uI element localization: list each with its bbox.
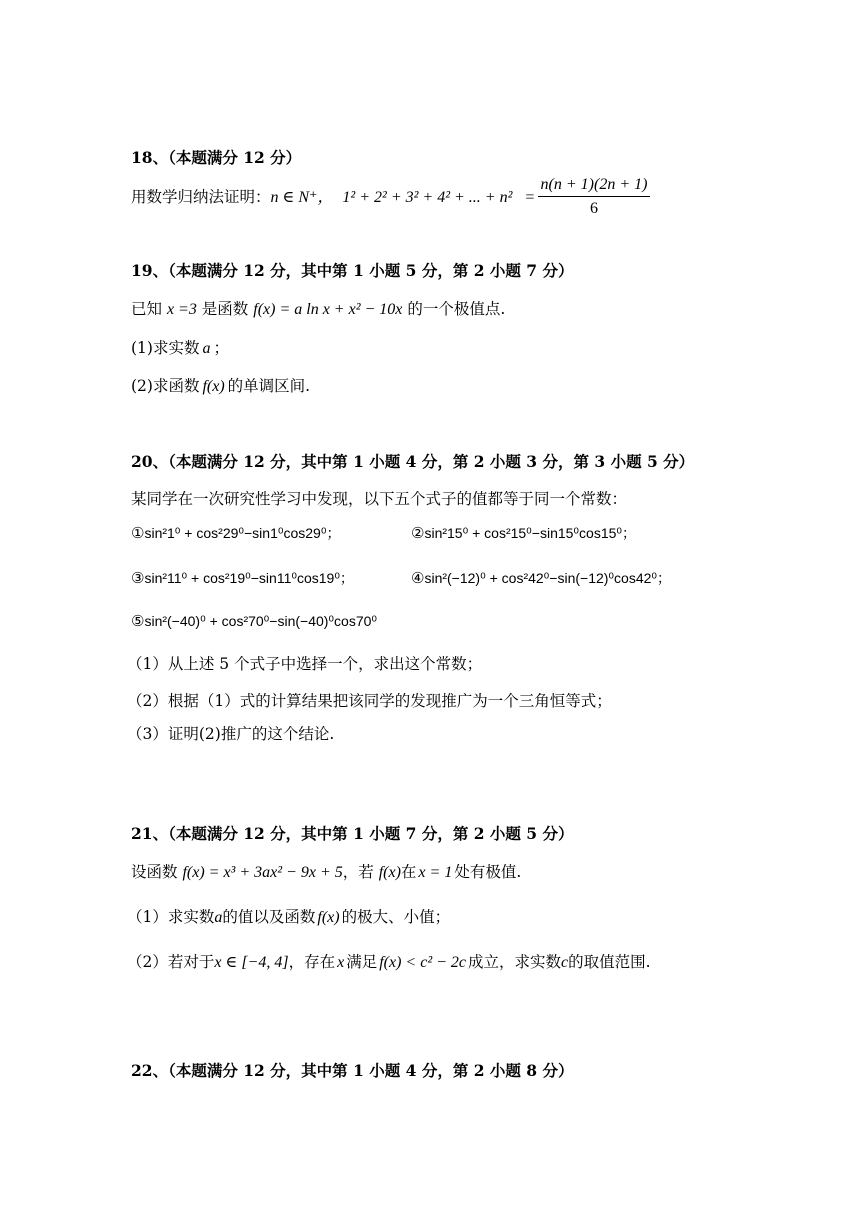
q20-expr-2-text: sin²15⁰ + cos²15⁰−sin15⁰cos15⁰；	[424, 525, 637, 541]
q21-line1-at: 在	[400, 863, 417, 881]
q19-part2	[131, 374, 310, 396]
q20-expr-3-text: sin²11⁰ + cos²19⁰−sin11⁰cos19⁰；	[144, 570, 354, 586]
circled-2: ②	[411, 524, 425, 542]
q20-expression-3	[131, 568, 354, 588]
q21-part2	[127, 950, 651, 972]
q19-function: f(x) = a ln x + x² − 10x	[253, 301, 403, 318]
q19-line1-post: 的一个极值点.	[407, 300, 506, 318]
q21-part1-func: f(x)	[317, 909, 340, 926]
q21-part1	[127, 905, 450, 927]
q18-fraction-numerator: n(n + 1)(2n + 1)	[540, 176, 648, 193]
q18-fraction-denominator: 6	[590, 200, 598, 217]
q18-sum: 1² + 2² + 3² + 4² + ... + n²	[342, 189, 513, 206]
fraction-bar	[538, 196, 650, 197]
q18-statement	[131, 184, 534, 207]
q18-prompt: 用数学归纳法证明：	[131, 188, 271, 206]
q18-header: 18、（本题满分 12 分）	[131, 148, 302, 167]
q21-part2-inequality: f(x) < c² − 2c	[379, 954, 467, 971]
circled-5: ⑤	[131, 612, 145, 630]
q18-condition: n ∈ N⁺，	[270, 189, 334, 206]
q20-expr-1-text: sin²1⁰ + cos²29⁰−sin1⁰cos29⁰；	[144, 525, 341, 541]
q20-part1: （1）从上述 5 个式子中选择一个，求出这个常数；	[127, 655, 483, 673]
q20-part2: （2）根据（1）式的计算结果把该同学的发现推广为一个三角恒等式；	[127, 692, 612, 710]
q22-header: 22、（本题满分 12 分，其中第 1 小题 4 分，第 2 小题 8 分）	[131, 1061, 574, 1080]
q21-part2-x: x	[337, 954, 345, 971]
q21-function: f(x) = x³ + 3ax² − 9x + 5	[182, 864, 343, 881]
q19-part2-func: f(x)	[202, 378, 225, 395]
circled-4: ④	[411, 569, 425, 587]
q21-part1-post: 的极大、小值；	[341, 908, 451, 926]
q20-expr-4-text: sin²(−12)⁰ + cos²42⁰−sin(−12)⁰cos42⁰；	[424, 570, 672, 586]
q21-line1-pre: 设函数	[131, 863, 178, 881]
q21-part1-mid: 的值以及函数	[222, 908, 316, 926]
q21-line1-mid: ，若	[342, 863, 374, 881]
q20-expression-1	[131, 523, 340, 543]
q19-part1-var: a	[202, 340, 211, 357]
q21-part2-c: c	[561, 954, 569, 971]
q18-equals: =	[525, 189, 535, 206]
q21-header: 21、（本题满分 12 分，其中第 1 小题 7 分，第 2 小题 5 分）	[131, 824, 574, 843]
q20-header: 20、（本题满分 12 分，其中第 1 小题 4 分，第 2 小题 3 分，第 3 小题 5 分）	[131, 452, 695, 471]
q18-fraction	[538, 176, 650, 218]
q19-part1-pre: (1)求实数	[131, 339, 200, 357]
q20-intro: 某同学在一次研究性学习中发现，以下五个式子的值都等于同一个常数：	[131, 490, 628, 508]
q20-expression-2	[411, 523, 636, 543]
q19-line1	[131, 297, 505, 319]
q19-line1-pre: 已知	[131, 300, 163, 318]
q21-part2-mid3: 成立，求实数	[468, 953, 562, 971]
q21-part1-a: a	[214, 909, 223, 926]
q21-line1-post: 处有极值.	[454, 863, 522, 881]
circled-1: ①	[131, 524, 145, 542]
q19-part2-post: 的单调区间.	[227, 377, 311, 395]
q21-part2-mid: ，存在	[288, 953, 336, 971]
q19-part1	[131, 336, 229, 358]
q19-header: 19、（本题满分 12 分，其中第 1 小题 5 分，第 2 小题 7 分）	[131, 261, 574, 280]
circled-3: ③	[131, 569, 145, 587]
q21-part2-pre: （2）若对于	[127, 953, 215, 971]
q21-x-value: x = 1	[418, 864, 453, 881]
q20-part3: （3）证明(2)推广的这个结论.	[127, 725, 335, 743]
q21-part2-post: 的取值范围.	[568, 953, 651, 971]
q21-function-ref: f(x)	[378, 864, 401, 881]
q19-part1-post: ；	[213, 339, 229, 357]
q20-expression-5	[131, 612, 377, 630]
q21-line1	[131, 860, 521, 882]
q19-line1-mid: 是函数	[201, 300, 249, 318]
q20-expr-5-text: sin²(−40)⁰ + cos²70⁰−sin(−40)⁰cos70⁰	[144, 613, 378, 629]
q21-part2-domain: x ∈ [−4, 4]	[214, 954, 289, 971]
q19-x-value: x =3	[166, 301, 197, 318]
q21-part2-mid2: 满足	[346, 953, 378, 971]
q19-part2-pre: (2)求函数	[131, 377, 200, 395]
q20-expression-4	[411, 568, 671, 588]
q21-part1-pre: （1）求实数	[127, 908, 215, 926]
